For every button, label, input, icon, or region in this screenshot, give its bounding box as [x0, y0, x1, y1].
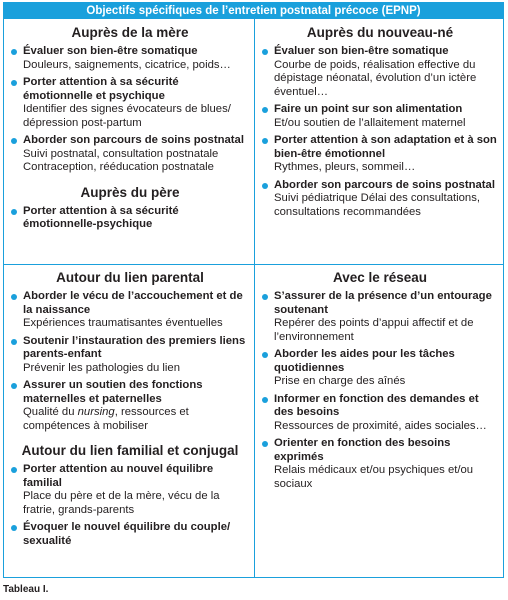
- list-pere: [10, 205, 250, 232]
- item-detail: [23, 406, 250, 433]
- bullet-icon: [262, 107, 268, 113]
- item-detail: Suivi postnatal, consultation postnatale Contraception, rééducation postnatale: [23, 147, 219, 173]
- table-caption: Tableau I.: [3, 584, 49, 595]
- item-detail: Prise en charge des aînés: [274, 375, 406, 387]
- bullet-icon: [11, 80, 17, 86]
- item-title: Aborder le vécu de l’accouchement et de la naissance: [23, 290, 243, 316]
- detail-text: Qualité du: [23, 406, 78, 418]
- list-item: [10, 379, 250, 433]
- bullet-icon: [11, 138, 17, 144]
- epnp-table: [3, 2, 504, 578]
- bullet-icon: [11, 294, 17, 300]
- item-detail: Et/ou soutien de l’allaitement maternel: [274, 116, 466, 129]
- cell-mere-pere: [4, 19, 254, 264]
- list-lien-parental: [10, 290, 250, 433]
- item-title: Faire un point sur son alimentation: [274, 103, 463, 115]
- item-detail: Expériences traumatisantes éventuelles: [23, 317, 223, 329]
- item-detail: Identifier des signes évocateurs de blues/ dépression post-partum: [23, 103, 231, 129]
- item-title: Évaluer son bien-être somatique: [23, 45, 198, 57]
- list-mere: [10, 45, 250, 175]
- item-title: S’assurer de la présence d’un entourage soutenant: [274, 290, 492, 316]
- list-item: [261, 348, 499, 389]
- item-title: Porter attention à sa sécurité émotionnelle et psychique: [23, 76, 179, 102]
- section-heading-lien-parental: Autour du lien parental: [56, 270, 204, 285]
- section-heading-reseau: Avec le réseau: [332, 270, 428, 285]
- item-title: Aborder les aides pour les tâches quotidiennes: [274, 348, 455, 374]
- item-detail: Place du père et de la mère, vécu de la fratrie, grands-parents: [23, 490, 220, 516]
- list-lien-familial: [10, 463, 250, 548]
- list-item: [10, 76, 250, 130]
- bullet-icon: [262, 138, 268, 144]
- item-title: Informer en fonction des demandes et des besoins: [274, 392, 479, 418]
- item-title: Soutenir l’instauration des premiers liens parents-enfant: [23, 334, 246, 360]
- table-title: Objectifs spécifiques de l’entretien postnatal précoce (EPNP): [4, 3, 503, 19]
- item-title: Évaluer son bien-être somatique: [274, 45, 449, 57]
- item-detail: Repérer des points d’appui affectif et de l’environnement: [274, 317, 474, 343]
- item-title: Aborder son parcours de soins postnatal: [274, 178, 495, 191]
- list-item: [261, 103, 499, 130]
- list-item: [10, 335, 250, 376]
- bullet-icon: [262, 397, 268, 403]
- cell-nouveau-ne: [255, 19, 503, 264]
- list-item: [10, 521, 250, 548]
- detail-emphasis: nursing: [77, 406, 115, 418]
- item-title: Porter attention à sa sécurité émotionnelle-psychique: [23, 204, 179, 230]
- item-detail: Prévenir les pathologies du lien: [23, 361, 180, 374]
- list-item: [261, 437, 499, 491]
- item-detail: Courbe de poids, réalisation effective du dépistage néonatal, évolution d’un ictère éventuel…: [274, 58, 477, 98]
- item-title: Porter attention au nouvel équilibre familial: [23, 463, 214, 489]
- bullet-icon: [11, 49, 17, 55]
- list-reseau: [261, 290, 499, 491]
- list-item: [10, 205, 250, 232]
- list-item: [261, 290, 499, 344]
- list-item: [261, 45, 499, 99]
- list-item: [10, 134, 250, 175]
- item-title: Orienter en fonction des besoins exprimés: [274, 437, 451, 463]
- section-heading-nouveau-ne: Auprès du nouveau-né: [306, 25, 454, 40]
- list-item: [261, 393, 499, 434]
- bullet-icon: [11, 209, 17, 215]
- item-title: Évoquer le nouvel équilibre du couple/ sexualité: [23, 521, 231, 547]
- bullet-icon: [11, 339, 17, 345]
- list-item: [10, 463, 250, 517]
- bullet-icon: [11, 383, 17, 389]
- detail-text: , ressources et compétences à mobiliser: [23, 406, 189, 432]
- cell-lien-parental-familial: [4, 265, 254, 577]
- item-detail: Relais médicaux et/ou psychiques et/ou sociaux: [274, 464, 474, 490]
- section-heading-lien-familial: Autour du lien familial et conjugal: [21, 443, 239, 458]
- bullet-icon: [262, 294, 268, 300]
- item-title: Porter attention à son adaptation et à son bien-être émotionnel: [274, 134, 497, 160]
- bullet-icon: [262, 441, 268, 447]
- bullet-icon: [262, 352, 268, 358]
- section-heading-pere: Auprès du père: [80, 184, 180, 200]
- cell-reseau: [255, 265, 503, 577]
- item-detail: Douleurs, saignements, cicatrice, poids…: [23, 58, 231, 71]
- section-heading-mere: Auprès de la mère: [71, 25, 189, 40]
- item-title: Aborder son parcours de soins postnatal: [23, 134, 244, 146]
- table-grid: [4, 19, 503, 577]
- bullet-icon: [11, 467, 17, 473]
- item-detail: Rythmes, pleurs, sommeil…: [274, 161, 416, 173]
- item-detail: Ressources de proximité, aides sociales…: [274, 419, 487, 432]
- list-nouveau-ne: [261, 45, 499, 219]
- list-item: [261, 179, 499, 220]
- list-item: [10, 290, 250, 331]
- list-item: [10, 45, 250, 72]
- item-title: Assurer un soutien des fonctions maternelles et paternelles: [23, 379, 203, 405]
- item-detail: Suivi pédiatrique Délai des consultations, consultations recommandées: [274, 192, 480, 218]
- bullet-icon: [262, 49, 268, 55]
- bullet-icon: [262, 183, 268, 189]
- list-item: [261, 134, 499, 175]
- bullet-icon: [11, 525, 17, 531]
